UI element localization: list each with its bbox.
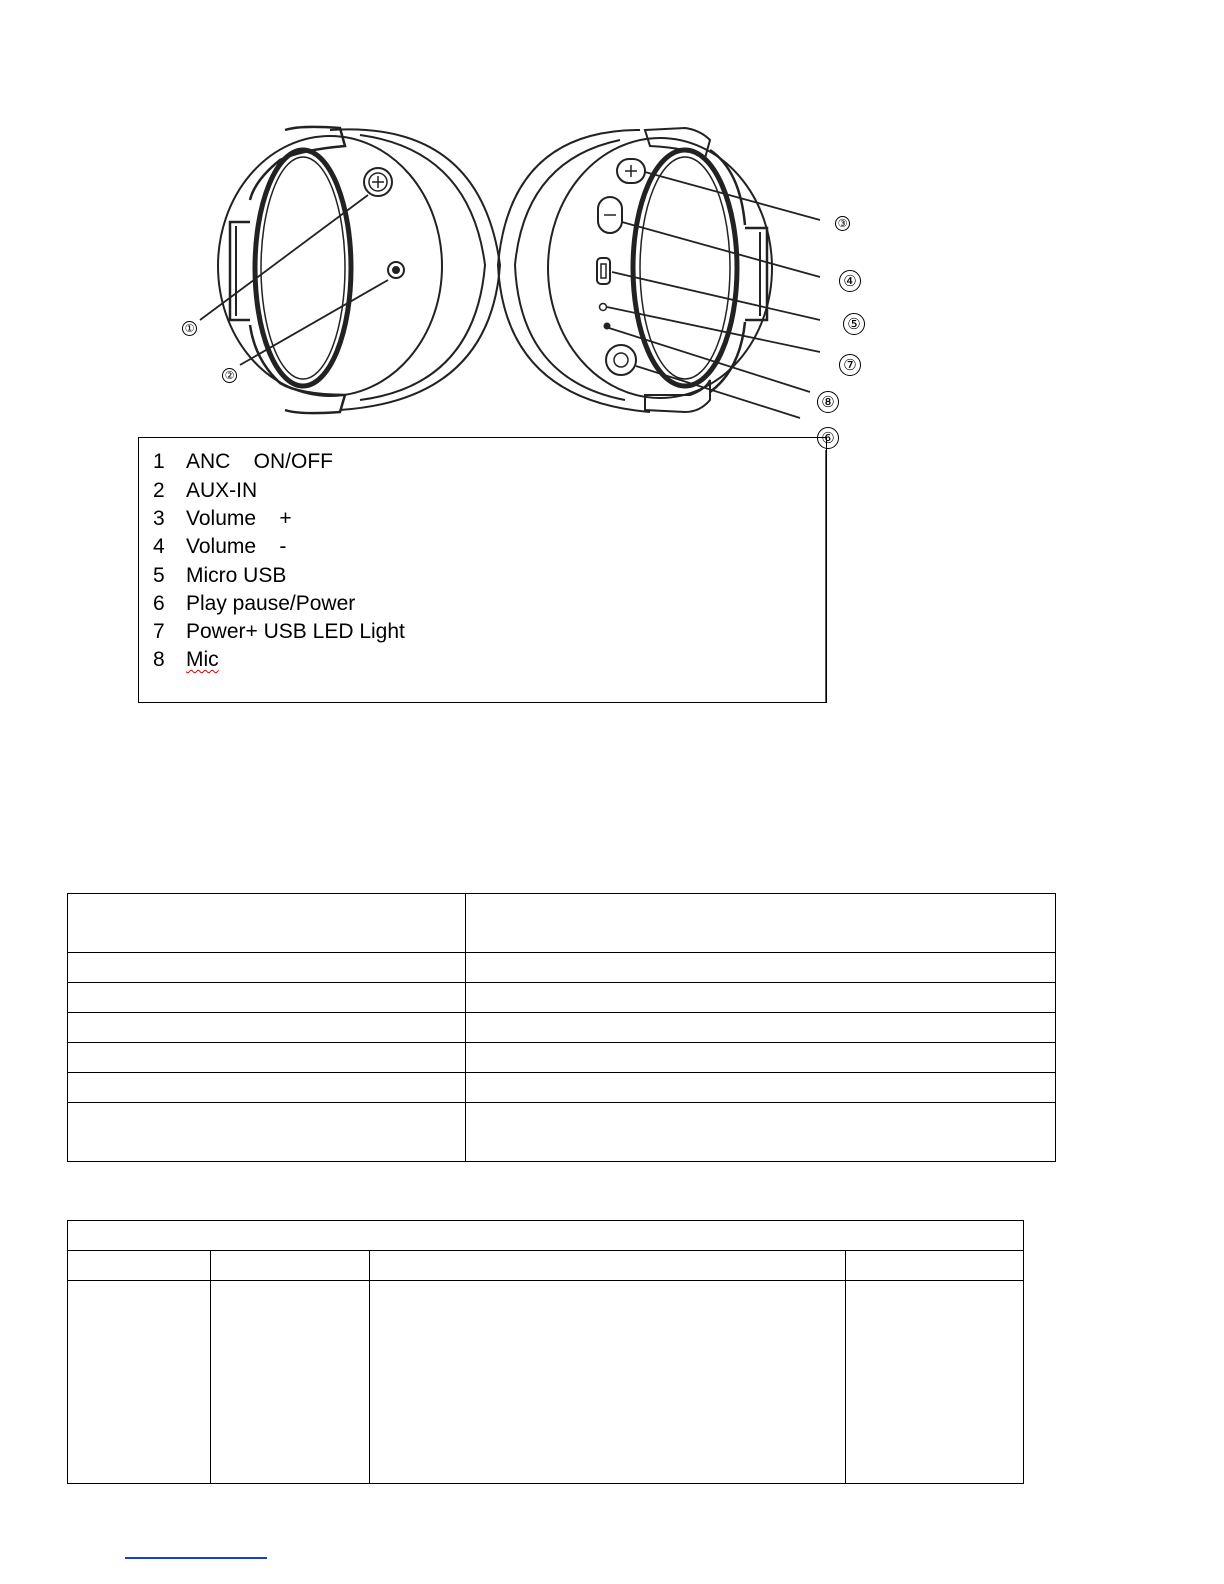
legend-item: 3 Volume + [153, 507, 292, 530]
table-cell [68, 894, 466, 953]
callout-3: ③ [835, 216, 850, 231]
table-cell [68, 1103, 466, 1162]
legend-item: 8 Mic [153, 648, 219, 671]
table-cell [466, 894, 1056, 953]
table-cell [68, 953, 466, 983]
table-cell [68, 1073, 466, 1103]
table-cell [466, 953, 1056, 983]
table-cell [211, 1251, 370, 1281]
table-cell [466, 983, 1056, 1013]
spec-table [67, 893, 1056, 1162]
table-cell [68, 1221, 1024, 1251]
legend-item: 2 AUX-IN [153, 479, 258, 502]
table-cell [211, 1281, 370, 1484]
table-row [68, 953, 1056, 983]
table-cell [846, 1251, 1024, 1281]
volume-up-icon [617, 159, 645, 183]
footer-link-underline[interactable] [125, 1557, 267, 1559]
callout-2: ② [222, 368, 237, 383]
table-cell [370, 1281, 846, 1484]
table-row [68, 1281, 1024, 1484]
table-cell [466, 1013, 1056, 1043]
legend-item: 1 ANC ON/OFF [153, 450, 333, 473]
table-row [68, 1073, 1056, 1103]
legend-item: 4 Volume - [153, 535, 287, 558]
table-cell [68, 1043, 466, 1073]
callout-7: ⑦ [839, 354, 861, 376]
led-light-icon [600, 304, 607, 311]
table-row [68, 1251, 1024, 1281]
table-row [68, 1043, 1056, 1073]
second-table [67, 1220, 1024, 1484]
legend-item: 5 Micro USB [153, 564, 287, 587]
table-cell [370, 1251, 846, 1281]
mic-icon [605, 324, 610, 329]
power-button-icon [606, 345, 636, 375]
table-cell [68, 983, 466, 1013]
table-cell [68, 1281, 211, 1484]
callout-1: ① [182, 321, 197, 336]
table-cell [68, 1013, 466, 1043]
callout-4: ④ [839, 270, 861, 292]
table-row [68, 983, 1056, 1013]
table-cell [466, 1103, 1056, 1162]
legend-item: 7 Power+ USB LED Light [153, 620, 405, 643]
callout-5: ⑤ [843, 313, 865, 335]
table-cell [466, 1043, 1056, 1073]
table-row [68, 1013, 1056, 1043]
table-cell [466, 1073, 1056, 1103]
table-row [68, 1221, 1024, 1251]
aux-in-icon [388, 262, 404, 278]
table-row [68, 1103, 1056, 1162]
table-cell [68, 1251, 211, 1281]
volume-down-icon [598, 197, 622, 233]
table-row [68, 894, 1056, 953]
left-earcup [200, 127, 500, 413]
right-earcup [498, 128, 820, 418]
callout-8: ⑧ [817, 391, 839, 413]
table-cell [846, 1281, 1024, 1484]
legend-item: 6 Play pause/Power [153, 592, 356, 615]
callout-6: ⑥ [817, 427, 839, 449]
anc-button-icon [364, 168, 392, 196]
legend-box [138, 437, 827, 703]
micro-usb-icon [597, 258, 610, 284]
